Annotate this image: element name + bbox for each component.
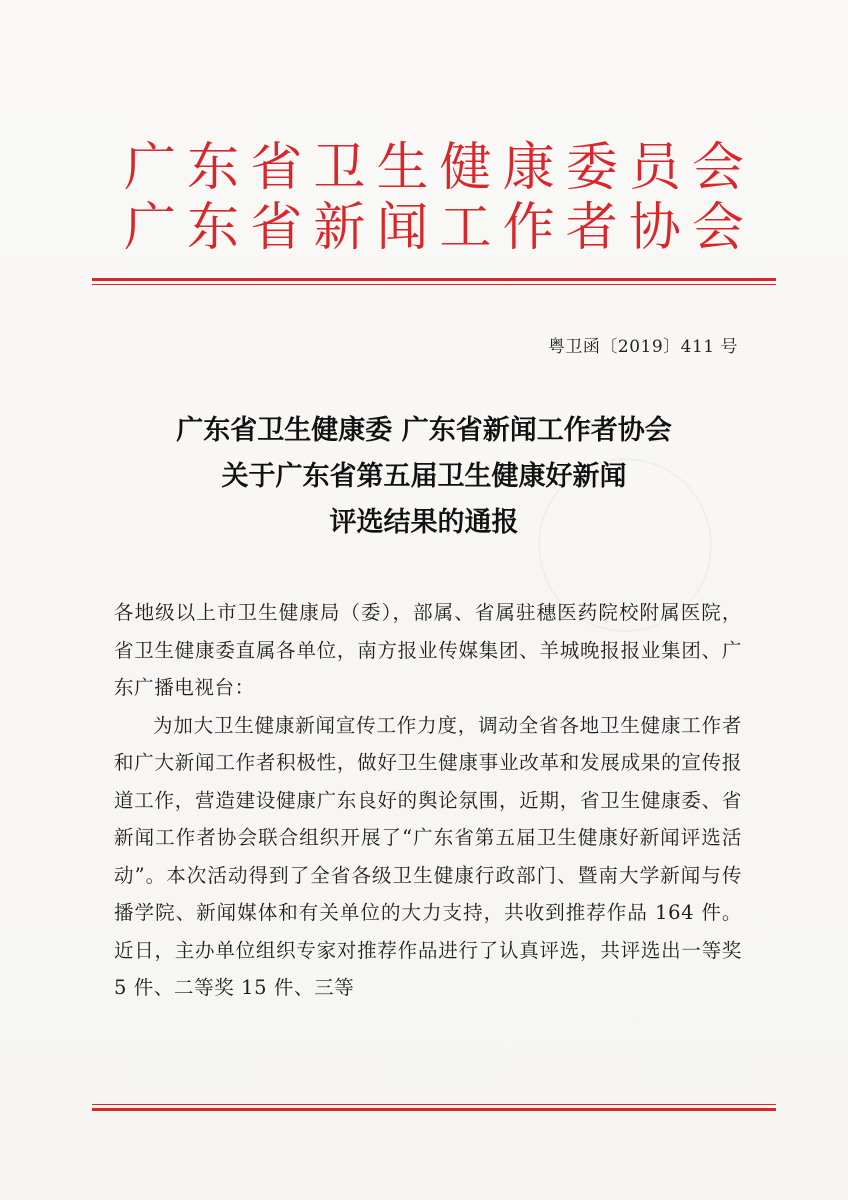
org1-char: 委 xyxy=(565,138,618,198)
document-number: 粤卫函〔2019〕411 号 xyxy=(547,337,738,357)
footer-divider-thin xyxy=(92,1104,776,1105)
org1-char: 东 xyxy=(187,138,240,198)
org2-char: 闻 xyxy=(376,198,429,258)
org1-char: 卫 xyxy=(313,138,366,198)
org1-char: 健 xyxy=(439,138,492,198)
org2-char: 新 xyxy=(313,198,366,258)
org2-char: 省 xyxy=(250,198,303,258)
org2-char: 东 xyxy=(187,198,240,258)
org2-char: 会 xyxy=(691,198,744,258)
document-title xyxy=(0,408,848,546)
title-line-3: 评选结果的通报 xyxy=(329,507,519,538)
issuing-org-journalists-association xyxy=(124,198,744,258)
footer-divider-thick xyxy=(92,1108,776,1111)
addressee-paragraph: 各地级以上市卫生健康局（委），部属、省属驻穗医药院校附属医院，省卫生健康委直属各单位，南方报业传媒集团、羊城晚报报业集团、广东广播电视台： xyxy=(114,601,742,699)
org1-char: 广 xyxy=(124,138,177,198)
document-body xyxy=(114,594,742,1007)
title-line-2: 关于广东省第五届卫生健康好新闻 xyxy=(221,461,627,492)
org2-char: 广 xyxy=(124,198,177,258)
body-paragraph-1: 为加大卫生健康新闻宣传工作力度，调动全省各地卫生健康工作者和广大新闻工作者积极性，做好卫生健康事业改革和发展成果的宣传报道工作，营造建设健康广东良好的舆论氛围，近期，省卫生健康委、省新闻工作者协会联合组织开展了“广东省第五届卫生健康好新闻评选活动”。本次活动得到了全省各级卫生健康行政部门、暨南大学新闻与传播学院、新闻媒体和有关单位的大力支持，共收到推荐作品 164 件。近日，主办单位组织专家对推荐作品进行了认真评选，共评选出一等奖 5 件、二等奖 15 件、三等 xyxy=(114,713,742,999)
header-divider-thick xyxy=(92,278,776,281)
org2-char: 者 xyxy=(565,198,618,258)
issuing-org-health-commission xyxy=(124,138,744,198)
header-divider-thin xyxy=(92,284,776,285)
org1-char: 生 xyxy=(376,138,429,198)
org1-char: 员 xyxy=(628,138,681,198)
org2-char: 作 xyxy=(502,198,555,258)
org2-char: 工 xyxy=(439,198,492,258)
org1-char: 会 xyxy=(691,138,744,198)
title-line-1: 广东省卫生健康委 广东省新闻工作者协会 xyxy=(176,415,672,446)
org2-char: 协 xyxy=(628,198,681,258)
org1-char: 省 xyxy=(250,138,303,198)
org1-char: 康 xyxy=(502,138,555,198)
